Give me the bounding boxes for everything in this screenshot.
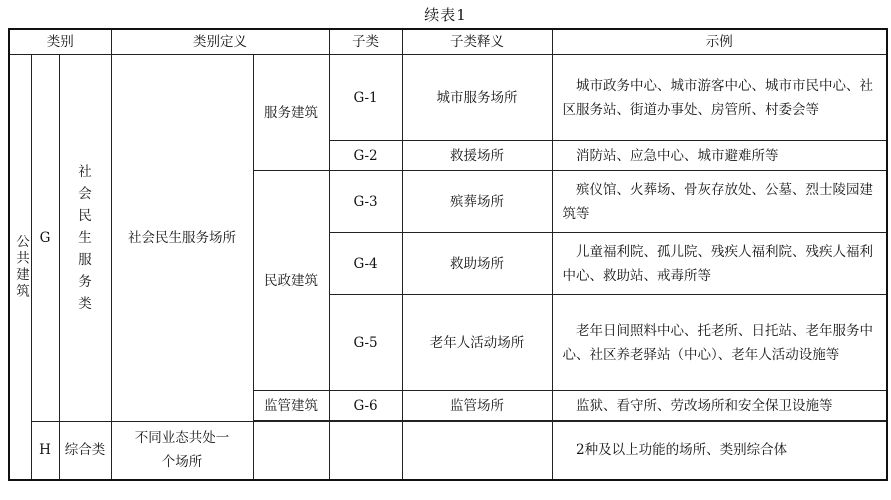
group-g-name-cell [59, 55, 111, 422]
header-subclass-desc: 子类释义 [402, 29, 552, 55]
group-h-subclass-empty [329, 422, 402, 480]
header-row [9, 29, 887, 55]
subclass-desc: 殡葬场所 [402, 171, 552, 233]
subgroup-supervision: 监管建筑 [253, 391, 329, 421]
subgroup-service: 服务建筑 [253, 55, 329, 171]
subclass-example: 儿童福利院、孤儿院、残疾人福利院、残疾人福利中心、救助站、戒毒所等 [552, 233, 887, 295]
subclass-code: G-3 [329, 171, 402, 233]
group-h-desc-empty [402, 422, 552, 480]
subclass-example: 殡仪馆、火葬场、骨灰存放处、公墓、烈士陵园建筑等 [552, 171, 887, 233]
subclass-code: G-1 [329, 55, 402, 141]
subclass-code: G-2 [329, 141, 402, 171]
subclass-desc: 监管场所 [402, 391, 552, 421]
subclass-code: G-4 [329, 233, 402, 295]
header-examples: 示例 [552, 29, 887, 55]
group-g-name: 社会民生服务类 [78, 164, 92, 312]
group-g-definition: 社会民生服务场所 [111, 55, 253, 422]
group-h-code: H [31, 422, 59, 480]
main-category-label: 公共建筑 [13, 233, 29, 300]
subgroup-civil: 民政建筑 [253, 171, 329, 391]
subclass-example: 城市政务中心、城市游客中心、城市市民中心、社区服务站、街道办事处、房管所、村委会等 [552, 55, 887, 141]
group-h-subgroup-empty [253, 422, 329, 480]
subclass-example: 老年日间照料中心、托老所、日托站、老年服务中心、社区养老驿站（中心）、老年人活动设施等 [552, 295, 887, 391]
group-h-example: 2种及以上功能的场所、类别综合体 [552, 422, 887, 480]
header-subclass: 子类 [329, 29, 402, 55]
subclass-desc: 救援场所 [402, 141, 552, 171]
group-h-definition-text: 不同业态共处一个场所 [134, 430, 230, 471]
table-row [9, 55, 887, 141]
subclass-desc: 城市服务场所 [402, 55, 552, 141]
subclass-code: G-6 [329, 391, 402, 421]
subclass-desc: 救助场所 [402, 233, 552, 295]
table-row [9, 422, 887, 480]
group-h-name: 综合类 [59, 422, 111, 480]
subclass-example: 消防站、应急中心、城市避难所等 [552, 141, 887, 171]
table-caption: 续表1 [424, 6, 467, 24]
group-h-definition [111, 422, 253, 480]
subclass-desc: 老年人活动场所 [402, 295, 552, 391]
header-category: 类别 [9, 29, 111, 55]
subclass-code: G-5 [329, 295, 402, 391]
subclass-example: 监狱、看守所、劳改场所和安全保卫设施等 [552, 391, 887, 421]
main-category-cell [9, 55, 31, 480]
group-g-code: G [31, 55, 59, 422]
building-category-table [8, 28, 888, 481]
header-definition: 类别定义 [111, 29, 329, 55]
